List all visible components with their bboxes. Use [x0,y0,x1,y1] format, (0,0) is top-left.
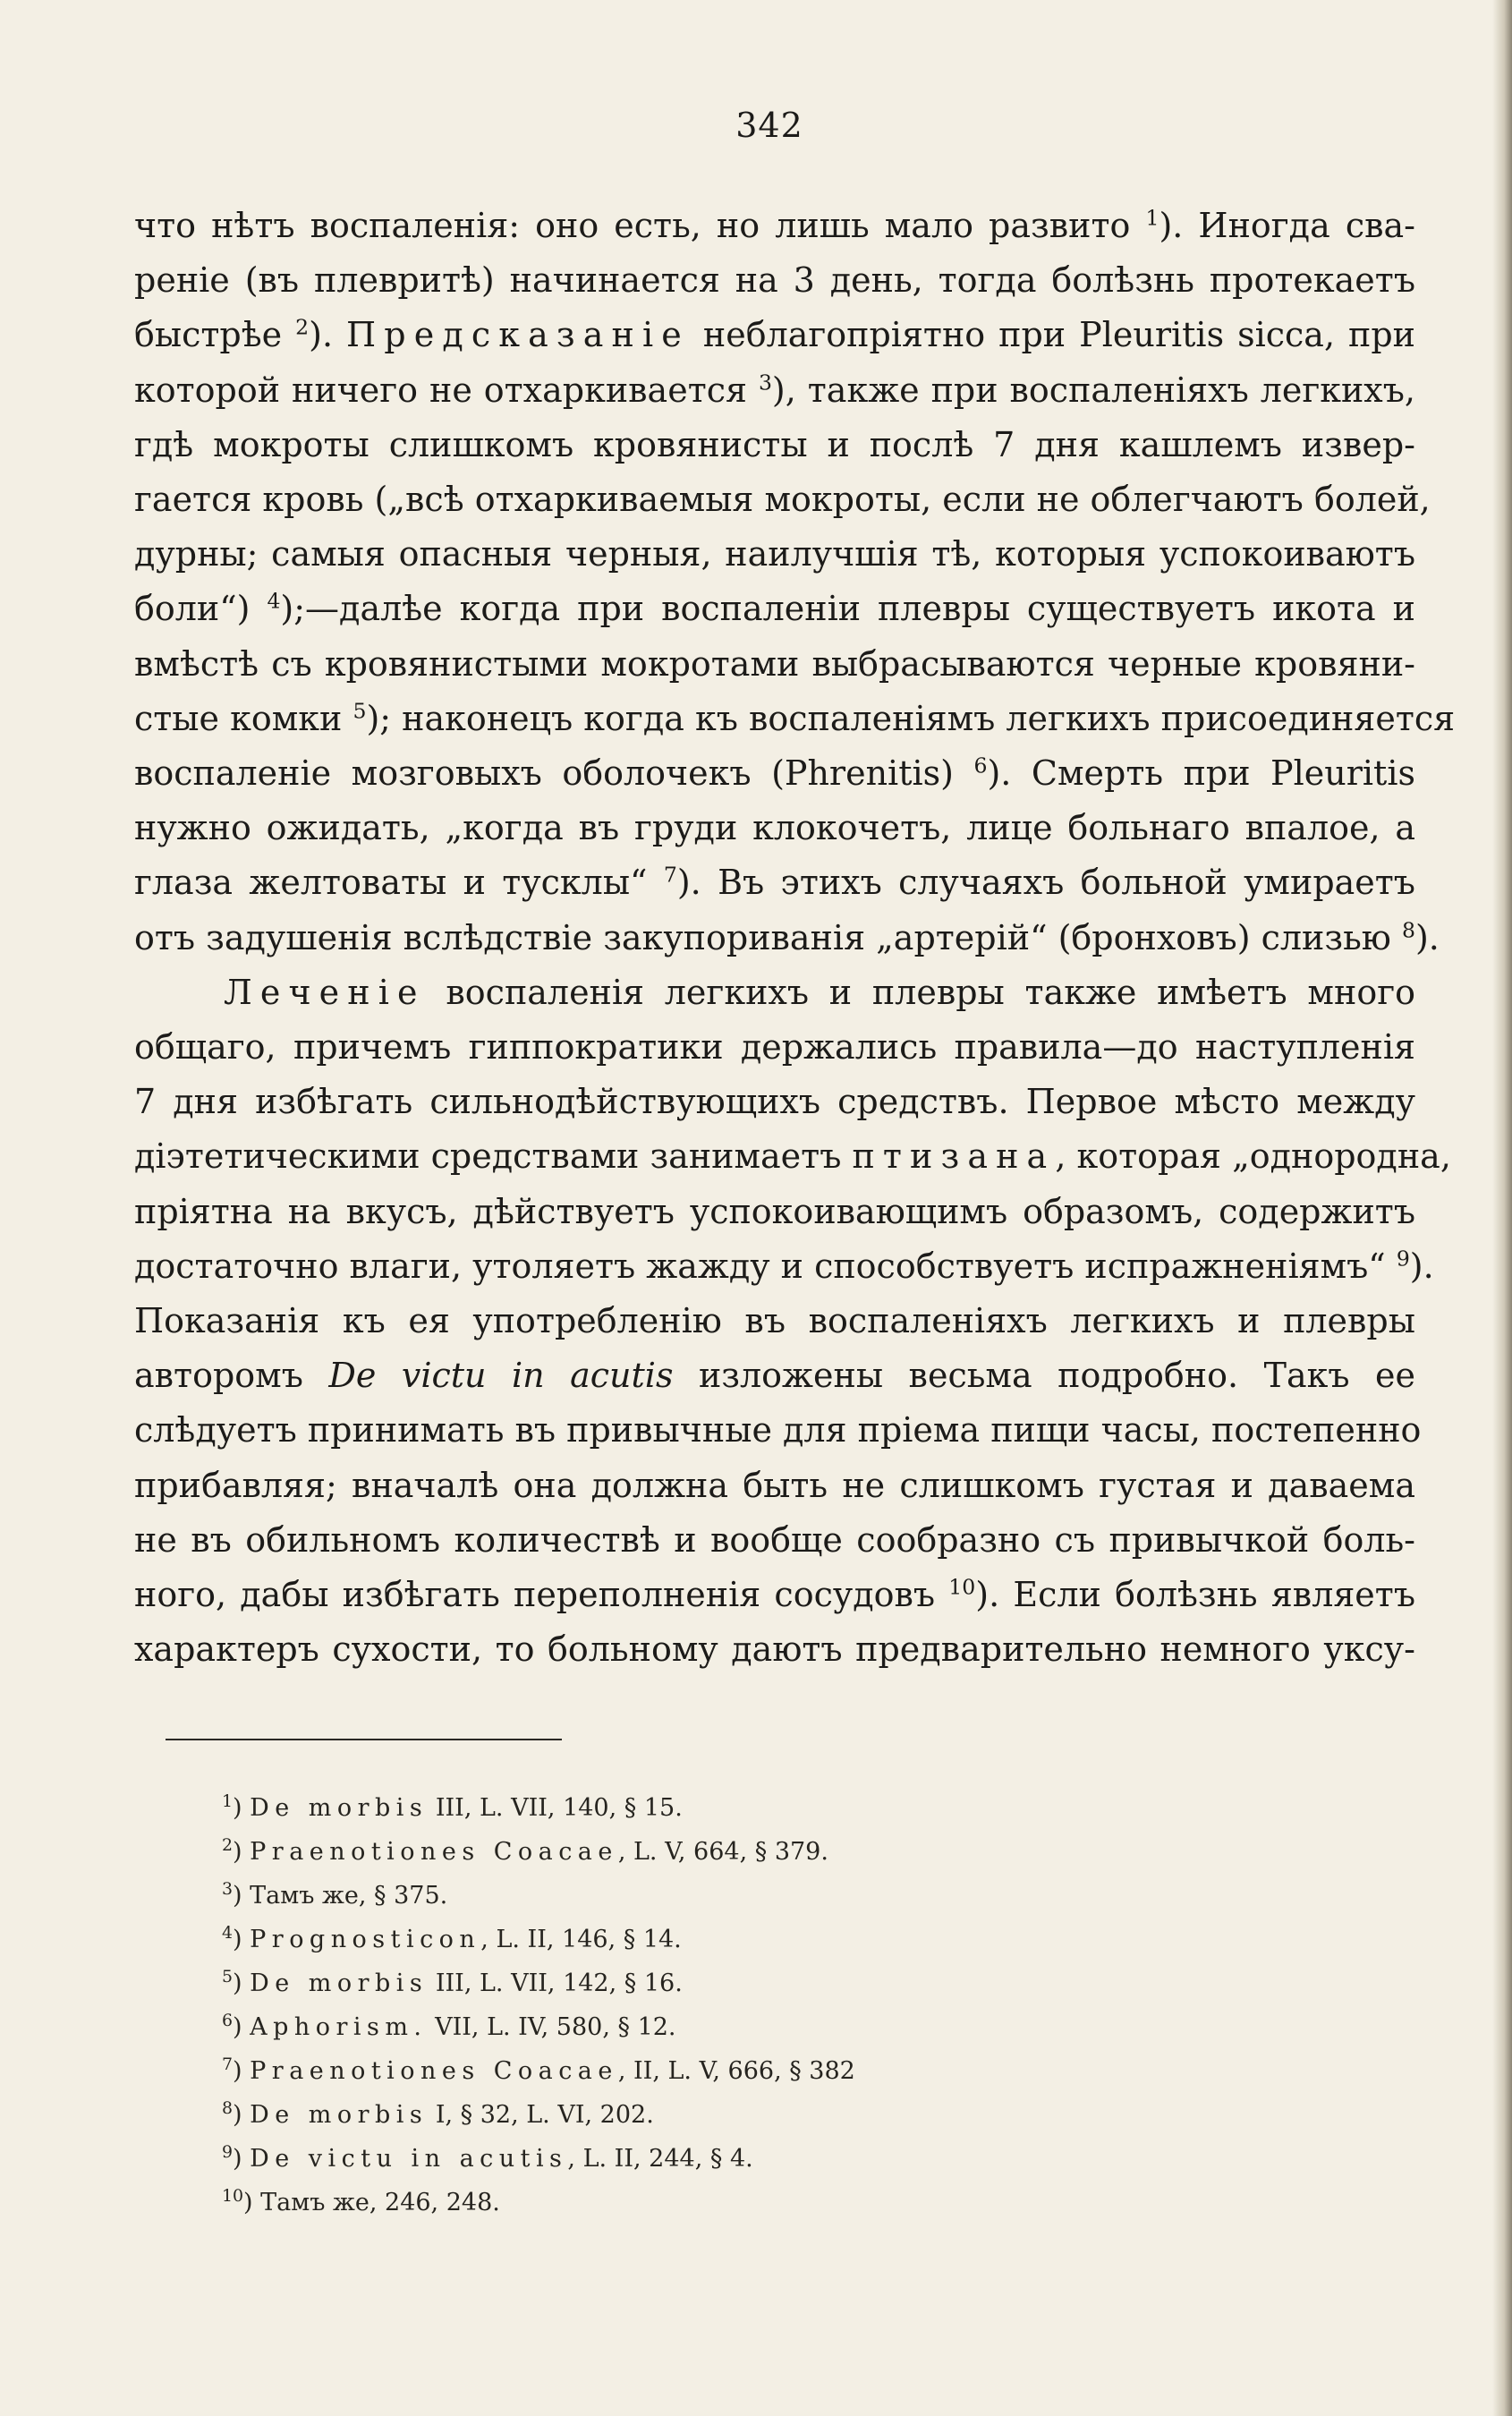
footnote [222,1874,855,1918]
footnote-number: 2 [222,1835,234,1855]
text-segment: , II, L. V, 666, § 382 [617,2057,855,2085]
text-segment: что нѣтъ воспаленія: оно есть, но лишь мало развито [134,206,1146,245]
footnote-reference: 10 [948,1574,976,1600]
text-segment: ). Иногда сва- [1159,206,1415,245]
text-line [134,253,1415,308]
emphasized-text: De morbis [250,1969,429,1997]
emphasized-text: Prognosticon [250,1926,481,1953]
footnote-number: 3 [222,1879,234,1899]
text-segment: ). Въ этихъ случаяхъ больной умираетъ [676,863,1415,903]
text-segment: Тамъ же, 246, 248. [260,2189,500,2216]
text-segment: , которая „однородна, [1055,1136,1451,1177]
text-segment: воспаленія легкихъ и плевры также имѣетъ много [425,972,1415,1012]
footnote [222,1830,855,1874]
emphasized-text: De victu in acutis [250,2145,568,2173]
text-segment: которой ничего не отхаркивается [134,370,759,410]
text-line [134,1568,1415,1622]
footnote-paren: ) [233,1794,251,1822]
footnote [222,1918,855,1961]
text-segment: I, § 32, L. VI, 202. [428,2101,654,2129]
footnote [222,2181,855,2225]
text-line [134,1622,1415,1677]
text-line [134,1075,1415,1129]
text-segment: быстрѣе [134,315,296,355]
text-segment: );—далѣе когда при воспаленіи плевры существуетъ икота и [280,589,1415,629]
text-segment: отъ задушенія вслѣдствіе закупориванія „артерій“ (бронховъ) слизью [134,917,1402,957]
text-segment: гдѣ мокроты слишкомъ кровянисты и послѣ 7 дня кашлемъ извер- [134,424,1415,464]
text-segment: III, L. VII, 142, § 16. [428,1969,683,1997]
text-segment: ), также при воспаленіяхъ легкихъ, [771,370,1415,410]
footnote-reference: 2 [295,314,310,340]
text-segment: гается кровь („всѣ отхаркиваемыя мокроты, если не облегчаютъ болей, [134,480,1431,520]
text-segment: стые комки [134,698,353,738]
text-line [134,363,1415,418]
text-line [134,1020,1415,1075]
footnote-paren: ) [233,2101,251,2129]
text-line [134,1185,1415,1239]
footnote-number: 7 [222,2054,234,2074]
footnote-reference: 7 [663,862,677,888]
text-line [134,1513,1415,1568]
text-line [134,1129,1451,1184]
text-segment: общаго, причемъ гиппократики держались правила—до наступленія [134,1027,1415,1068]
text-line [134,746,1415,801]
footnote-reference: 3 [758,369,772,395]
footnote-paren: ) [233,2013,251,2041]
emphasized-text: птизана [852,1136,1056,1177]
text-segment: характеръ сухости, то больному даютъ предварительно немного уксу- [134,1629,1415,1670]
text-segment: неблагопріятно при Pleuritis sicca, при [689,315,1415,355]
page-edge-shadow [1492,0,1512,2416]
text-segment: діэтетическими средствами занимаетъ [134,1136,853,1177]
text-segment: ). [1409,1246,1434,1286]
text-segment: , L. II, 244, § 4. [567,2145,753,2173]
text-segment: слѣдуетъ принимать въ привычные для пріема пищи часы, постепенно [134,1410,1422,1450]
emphasized-text: Praenotiones Coacae [250,1838,618,1866]
text-line [134,966,1415,1020]
footnote [222,1961,855,2005]
text-segment: Показанія къ ея употребленію въ воспаленіяхъ легкихъ и плевры [134,1301,1415,1341]
text-segment: воспаленіе мозговыхъ оболочекъ (Phrenitis) [134,753,974,794]
text-segment: VII, L. IV, 580, § 12. [427,2013,676,2041]
footnote-paren: ) [233,1969,251,1997]
text-segment: дурны; самыя опасныя черныя, наилучшія тѣ, которыя успокоиваютъ [134,534,1415,574]
footnote-number: 10 [222,2186,244,2206]
italic-title: De victu in acutis [328,1356,674,1396]
footnote-paren: ) [233,1926,251,1953]
text-segment: не въ обильномъ количествѣ и вообще сообразно съ привычкой боль- [134,1519,1415,1560]
text-segment: изложены весьма подробно. Такъ ее [673,1356,1415,1396]
text-line [134,801,1415,855]
page-number: 342 [735,106,803,145]
text-segment: нужно ожидать, „когда въ груди клокочетъ, лице больнаго впалое, а [134,808,1415,848]
emphasized-text: Aphorism. [250,2013,428,2041]
text-line [134,527,1415,582]
text-segment: Тамъ же, § 375. [250,1882,448,1910]
text-segment: ). [1414,917,1440,957]
text-segment: ); наконецъ когда къ воспаленіямъ легкихъ присоединяется [366,698,1456,738]
footnote-number: 8 [222,2098,234,2118]
text-segment: , L. V, 664, § 379. [617,1838,828,1866]
text-line [134,637,1415,692]
text-line [134,418,1415,472]
text-segment: авторомъ [134,1356,329,1396]
footnote [222,1786,855,1830]
footnote [222,2049,855,2093]
text-line [134,1348,1415,1403]
footnote-paren: ) [233,1838,251,1866]
footnotes [222,1786,855,2225]
text-line [134,1459,1415,1513]
text-segment: ). [309,315,347,355]
emphasized-text: Леченіе [224,972,426,1012]
footnote-paren: ) [233,2145,251,2173]
footnote-reference: 4 [267,588,281,614]
footnote-paren: ) [243,2189,261,2216]
text-segment: ного, дабы избѣгать переполненія сосудовъ [134,1575,949,1615]
text-segment: ). Если болѣзнь являетъ [975,1575,1415,1615]
text-segment: достаточно влаги, утоляетъ жажду и способствуетъ испражненіямъ“ [134,1246,1397,1286]
text-segment: реніе (въ плевритѣ) начинается на 3 день, тогда болѣзнь протекаетъ [134,260,1415,301]
text-line [134,472,1431,527]
footnote [222,2093,855,2137]
text-segment: боли“) [134,589,268,629]
footnote-number: 4 [222,1923,234,1943]
text-line [134,1239,1434,1294]
footnote-paren: ) [233,1882,251,1910]
emphasized-text: De morbis [250,1794,429,1822]
emphasized-text: Praenotiones Coacae [250,2057,618,2085]
text-line [134,692,1456,746]
text-line [134,1294,1415,1348]
text-line [134,1403,1422,1458]
text-segment: 7 дня избѣгать сильнодѣйствующихъ средствъ. Первое мѣсто между [134,1082,1415,1122]
text-segment: , L. II, 146, § 14. [480,1926,682,1953]
text-line [134,308,1415,362]
footnote-number: 1 [222,1791,234,1811]
text-line [134,911,1440,966]
footnote [222,2137,855,2181]
footnote-number: 6 [222,2011,234,2030]
footnote-reference: 6 [973,753,988,778]
main-text [134,199,1456,1677]
text-segment: вмѣстѣ съ кровянистыми мокротами выбрасываются черные кровяни- [134,643,1415,684]
text-segment: прибавляя; вначалѣ она должна быть не слишкомъ густая и даваема [134,1465,1415,1505]
footnote-number: 9 [222,2142,234,2162]
footnote-number: 5 [222,1967,234,1986]
text-line [134,855,1415,910]
text-segment: ). Смерть при Pleuritis [987,753,1415,794]
footnote-paren: ) [233,2057,251,2085]
footnote-reference: 1 [1145,205,1159,231]
text-segment: пріятна на вкусъ, дѣйствуетъ успокоивающимъ образомъ, содержитъ [134,1191,1415,1231]
footnote-reference: 8 [1401,916,1415,942]
footnote-reference: 5 [353,698,367,724]
footnote-divider [166,1739,562,1740]
text-segment: III, L. VII, 140, § 15. [428,1794,683,1822]
footnote-reference: 9 [1396,1246,1410,1272]
text-segment: глаза желтоваты и тусклы“ [134,863,664,903]
text-line [134,582,1415,636]
emphasized-text: De morbis [250,2101,429,2129]
text-line [134,199,1415,253]
footnote [222,2005,855,2049]
emphasized-text: Предсказаніе [346,315,690,355]
